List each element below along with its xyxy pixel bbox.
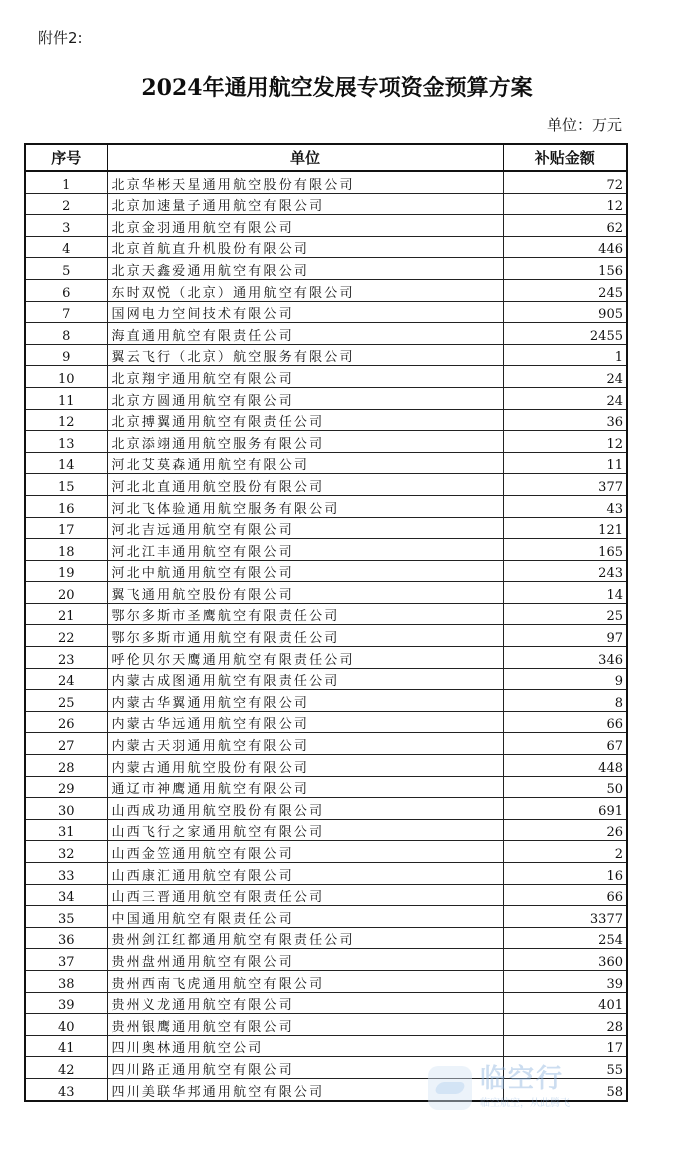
table-row [25,668,627,690]
row-index: 14 [25,452,107,474]
row-index: 6 [25,279,107,301]
row-index: 25 [25,690,107,712]
header-row [25,144,627,171]
table-row [25,236,627,258]
table-row [25,798,627,820]
row-amount: 58 [503,1078,627,1100]
row-index: 17 [25,517,107,539]
table-row [25,690,627,712]
row-amount: 12 [503,431,627,453]
row-organization: 北京天鑫爱通用航空有限公司 [107,258,503,280]
row-index: 7 [25,301,107,323]
row-index: 30 [25,798,107,820]
table-row [25,733,627,755]
row-index: 28 [25,755,107,777]
row-amount: 2 [503,841,627,863]
row-index: 21 [25,603,107,625]
row-organization: 山西成功通用航空股份有限公司 [107,798,503,820]
table-row [25,171,627,193]
row-index: 2 [25,193,107,215]
table-row [25,970,627,992]
row-amount: 691 [503,798,627,820]
row-index: 32 [25,841,107,863]
row-index: 12 [25,409,107,431]
row-organization: 内蒙古天羽通用航空有限公司 [107,733,503,755]
row-index: 31 [25,819,107,841]
table-row [25,452,627,474]
table-row [25,992,627,1014]
row-index: 36 [25,927,107,949]
row-organization: 河北江丰通用航空有限公司 [107,539,503,561]
row-amount: 11 [503,452,627,474]
row-amount: 24 [503,366,627,388]
row-organization: 山西飞行之家通用航空有限公司 [107,819,503,841]
table-row [25,344,627,366]
row-amount: 2455 [503,323,627,345]
row-amount: 25 [503,603,627,625]
watermark-logo-icon [428,1066,472,1110]
document-title: 2024年通用航空发展专项资金预算方案 [141,75,533,101]
watermark [428,1062,598,1120]
table-row [25,409,627,431]
table-row [25,949,627,971]
row-amount: 17 [503,1035,627,1057]
table-row [25,755,627,777]
table-row [25,1035,627,1057]
row-amount: 446 [503,236,627,258]
row-organization: 贵州义龙通用航空有限公司 [107,992,503,1014]
row-index: 20 [25,582,107,604]
row-index: 23 [25,647,107,669]
header-organization: 单位 [107,144,503,171]
table-row [25,301,627,323]
row-organization: 北京华彬天星通用航空股份有限公司 [107,171,503,193]
row-index: 4 [25,236,107,258]
row-amount: 360 [503,949,627,971]
row-amount: 346 [503,647,627,669]
row-organization: 山西三晋通用航空有限责任公司 [107,884,503,906]
row-amount: 1 [503,344,627,366]
table-row [25,258,627,280]
table-row [25,279,627,301]
row-amount: 905 [503,301,627,323]
table-row [25,539,627,561]
row-organization: 河北吉远通用航空有限公司 [107,517,503,539]
row-amount: 16 [503,863,627,885]
row-organization: 河北北直通用航空股份有限公司 [107,474,503,496]
row-amount: 62 [503,215,627,237]
row-amount: 66 [503,884,627,906]
row-index: 42 [25,1057,107,1079]
table-row [25,1014,627,1036]
row-organization: 河北艾莫森通用航空有限公司 [107,452,503,474]
table-row [25,560,627,582]
row-organization: 翼云飞行（北京）航空服务有限公司 [107,344,503,366]
row-organization: 内蒙古华翼通用航空有限公司 [107,690,503,712]
row-amount: 156 [503,258,627,280]
row-amount: 165 [503,539,627,561]
row-index: 40 [25,1014,107,1036]
row-organization: 北京搏翼通用航空有限责任公司 [107,409,503,431]
row-organization: 河北中航通用航空有限公司 [107,560,503,582]
table-row [25,366,627,388]
row-organization: 内蒙古成图通用航空有限责任公司 [107,668,503,690]
watermark-name: 临空行 [480,1064,565,1094]
row-organization: 贵州盘州通用航空有限公司 [107,949,503,971]
table-row [25,647,627,669]
table-row [25,387,627,409]
row-amount: 121 [503,517,627,539]
row-amount: 14 [503,582,627,604]
row-amount: 55 [503,1057,627,1079]
row-organization: 北京加速量子通用航空有限公司 [107,193,503,215]
row-amount: 24 [503,387,627,409]
row-amount: 245 [503,279,627,301]
row-amount: 254 [503,927,627,949]
row-amount: 43 [503,495,627,517]
row-index: 19 [25,560,107,582]
attachment-label: 附件2: [38,29,83,47]
row-organization: 贵州西南飞虎通用航空有限公司 [107,970,503,992]
row-organization: 贵州银鹰通用航空有限公司 [107,1014,503,1036]
table-row [25,215,627,237]
row-index: 15 [25,474,107,496]
row-index: 43 [25,1078,107,1100]
row-amount: 72 [503,171,627,193]
table-row [25,582,627,604]
row-organization: 北京添翊通用航空服务有限公司 [107,431,503,453]
row-index: 29 [25,776,107,798]
row-organization: 内蒙古通用航空股份有限公司 [107,755,503,777]
row-index: 13 [25,431,107,453]
row-amount: 3377 [503,906,627,928]
row-amount: 26 [503,819,627,841]
header-index: 序号 [25,144,107,171]
row-organization: 北京首航直升机股份有限公司 [107,236,503,258]
row-index: 3 [25,215,107,237]
row-index: 38 [25,970,107,992]
row-index: 27 [25,733,107,755]
row-organization: 山西金笠通用航空有限公司 [107,841,503,863]
row-index: 41 [25,1035,107,1057]
row-amount: 9 [503,668,627,690]
header-amount: 补贴金额 [503,144,627,171]
table-row [25,431,627,453]
table-row [25,711,627,733]
table-body [25,171,627,1101]
table-row [25,474,627,496]
row-organization: 国网电力空间技术有限公司 [107,301,503,323]
row-organization: 东时双悦（北京）通用航空有限公司 [107,279,503,301]
table-row [25,625,627,647]
row-organization: 鄂尔多斯市通用航空有限责任公司 [107,625,503,647]
table-row [25,517,627,539]
table-row [25,884,627,906]
row-organization: 山西康汇通用航空有限公司 [107,863,503,885]
row-organization: 四川奥林通用航空公司 [107,1035,503,1057]
table-row [25,603,627,625]
row-index: 10 [25,366,107,388]
table-row [25,776,627,798]
row-organization: 通辽市神鹰通用航空有限公司 [107,776,503,798]
table-row [25,323,627,345]
row-amount: 67 [503,733,627,755]
table-row [25,495,627,517]
row-index: 16 [25,495,107,517]
row-organization: 北京方圆通用航空有限公司 [107,387,503,409]
row-index: 37 [25,949,107,971]
table-row [25,927,627,949]
row-organization: 贵州剑江红都通用航空有限责任公司 [107,927,503,949]
row-organization: 河北飞体验通用航空服务有限公司 [107,495,503,517]
row-amount: 66 [503,711,627,733]
row-index: 24 [25,668,107,690]
row-index: 33 [25,863,107,885]
row-index: 1 [25,171,107,193]
row-index: 5 [25,258,107,280]
row-amount: 50 [503,776,627,798]
row-amount: 36 [503,409,627,431]
row-amount: 97 [503,625,627,647]
table-row [25,841,627,863]
row-organization: 四川路正通用航空有限公司 [107,1057,503,1079]
row-organization: 北京翔宇通用航空有限公司 [107,366,503,388]
row-amount: 12 [503,193,627,215]
table-row [25,819,627,841]
table-row [25,193,627,215]
budget-table [24,143,628,1102]
row-organization: 海直通用航空有限责任公司 [107,323,503,345]
row-index: 34 [25,884,107,906]
table-row [25,906,627,928]
row-organization: 北京金羽通用航空有限公司 [107,215,503,237]
row-organization: 鄂尔多斯市圣鹰航空有限责任公司 [107,603,503,625]
row-amount: 28 [503,1014,627,1036]
row-index: 35 [25,906,107,928]
row-amount: 243 [503,560,627,582]
row-organization: 翼飞通用航空股份有限公司 [107,582,503,604]
row-organization: 呼伦贝尔天鹰通用航空有限责任公司 [107,647,503,669]
row-amount: 448 [503,755,627,777]
row-index: 39 [25,992,107,1014]
row-organization: 中国通用航空有限责任公司 [107,906,503,928]
unit-label: 单位：万元 [546,116,622,134]
row-amount: 8 [503,690,627,712]
row-index: 22 [25,625,107,647]
row-index: 9 [25,344,107,366]
table-header [25,144,627,171]
row-organization: 四川美联华邦通用航空有限公司 [107,1078,503,1100]
row-index: 18 [25,539,107,561]
row-index: 11 [25,387,107,409]
row-index: 8 [25,323,107,345]
row-amount: 401 [503,992,627,1014]
watermark-slogan: 临空航空，从此腾飞 [480,1098,570,1109]
row-index: 26 [25,711,107,733]
row-organization: 内蒙古华远通用航空有限公司 [107,711,503,733]
table-row [25,863,627,885]
row-amount: 377 [503,474,627,496]
row-amount: 39 [503,970,627,992]
